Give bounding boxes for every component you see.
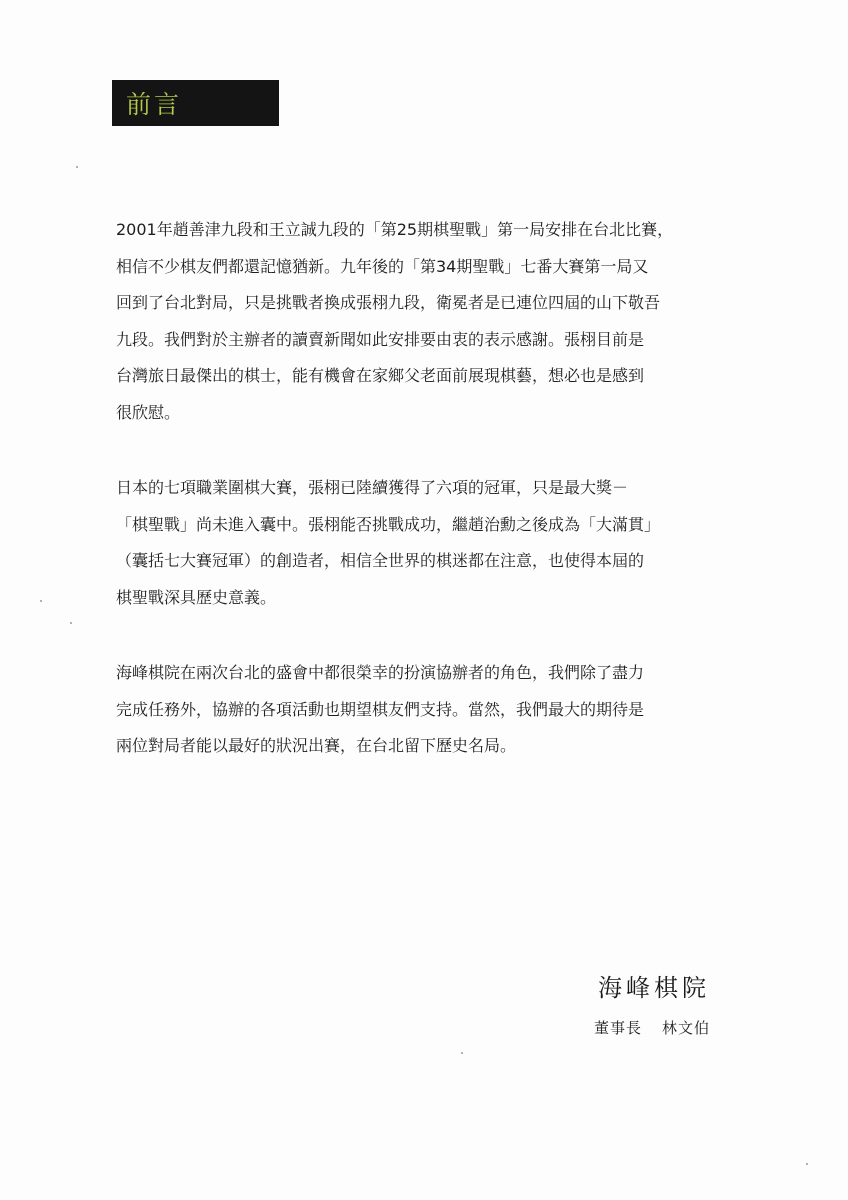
text-line: （囊括七大賽冠軍）的創造者，相信全世界的棋迷都在注意，也使得本屆的: [116, 551, 645, 570]
heading-banner: [112, 80, 279, 126]
text-line: 兩位對局者能以最好的狀況出賽，在台北留下歷史名局。: [116, 736, 517, 755]
text-line: 棋聖戰深具歷史意義。: [116, 587, 277, 607]
scan-speck: [70, 622, 72, 624]
text-line: 九段。我們對於主辦者的讀賣新聞如此安排要由衷的表示感謝。張栩目前是: [116, 329, 645, 349]
document-body: [116, 212, 756, 765]
scan-speck: [76, 166, 78, 168]
text-line: 台灣旅日最傑出的棋士，能有機會在家鄉父老面前展現棋藝，想必也是感到: [116, 366, 645, 385]
signature-person: [594, 1017, 792, 1038]
signature-organization: 海峰棋院: [598, 974, 710, 1002]
text-line: 日本的七項職業圍棋大賽，張栩已陸續獲得了六項的冠軍，只是最大獎－: [116, 478, 629, 497]
paragraph-2: [116, 470, 756, 616]
text-line: 2001年趙善津九段和王立誠九段的「第25期棋聖戰」第一局安排在台北比賽，: [116, 220, 674, 239]
paragraph-3: [116, 655, 756, 765]
text-line: 回到了台北對局，只是挑戰者換成張栩九段，衛冕者是已連位四屆的山下敬吾: [116, 293, 661, 312]
page-title: 前言: [126, 90, 183, 119]
text-line: 海峰棋院在兩次台北的盛會中都很榮幸的扮演協辦者的角色，我們除了盡力: [116, 663, 645, 682]
signature-block: [592, 968, 792, 1038]
signature-name: 林文伯: [662, 1019, 711, 1037]
scan-speck: [40, 600, 42, 602]
text-line: 相信不少棋友們都還記憶猶新。九年後的「第34期聖戰」七番大賽第一局又: [116, 256, 649, 276]
paragraph-1: [116, 212, 756, 431]
signature-role: 董事長: [594, 1019, 643, 1037]
text-line: 「棋聖戰」尚未進入囊中。張栩能否挑戰成功，繼趙治勳之後成為「大滿貫」: [116, 514, 661, 534]
scan-speck: [461, 1052, 463, 1054]
text-line: 很欣慰。: [116, 402, 181, 422]
scan-speck: [806, 1163, 808, 1165]
text-line: 完成任務外，協辦的各項活動也期望棋友們支持。當然，我們最大的期待是: [116, 699, 645, 719]
